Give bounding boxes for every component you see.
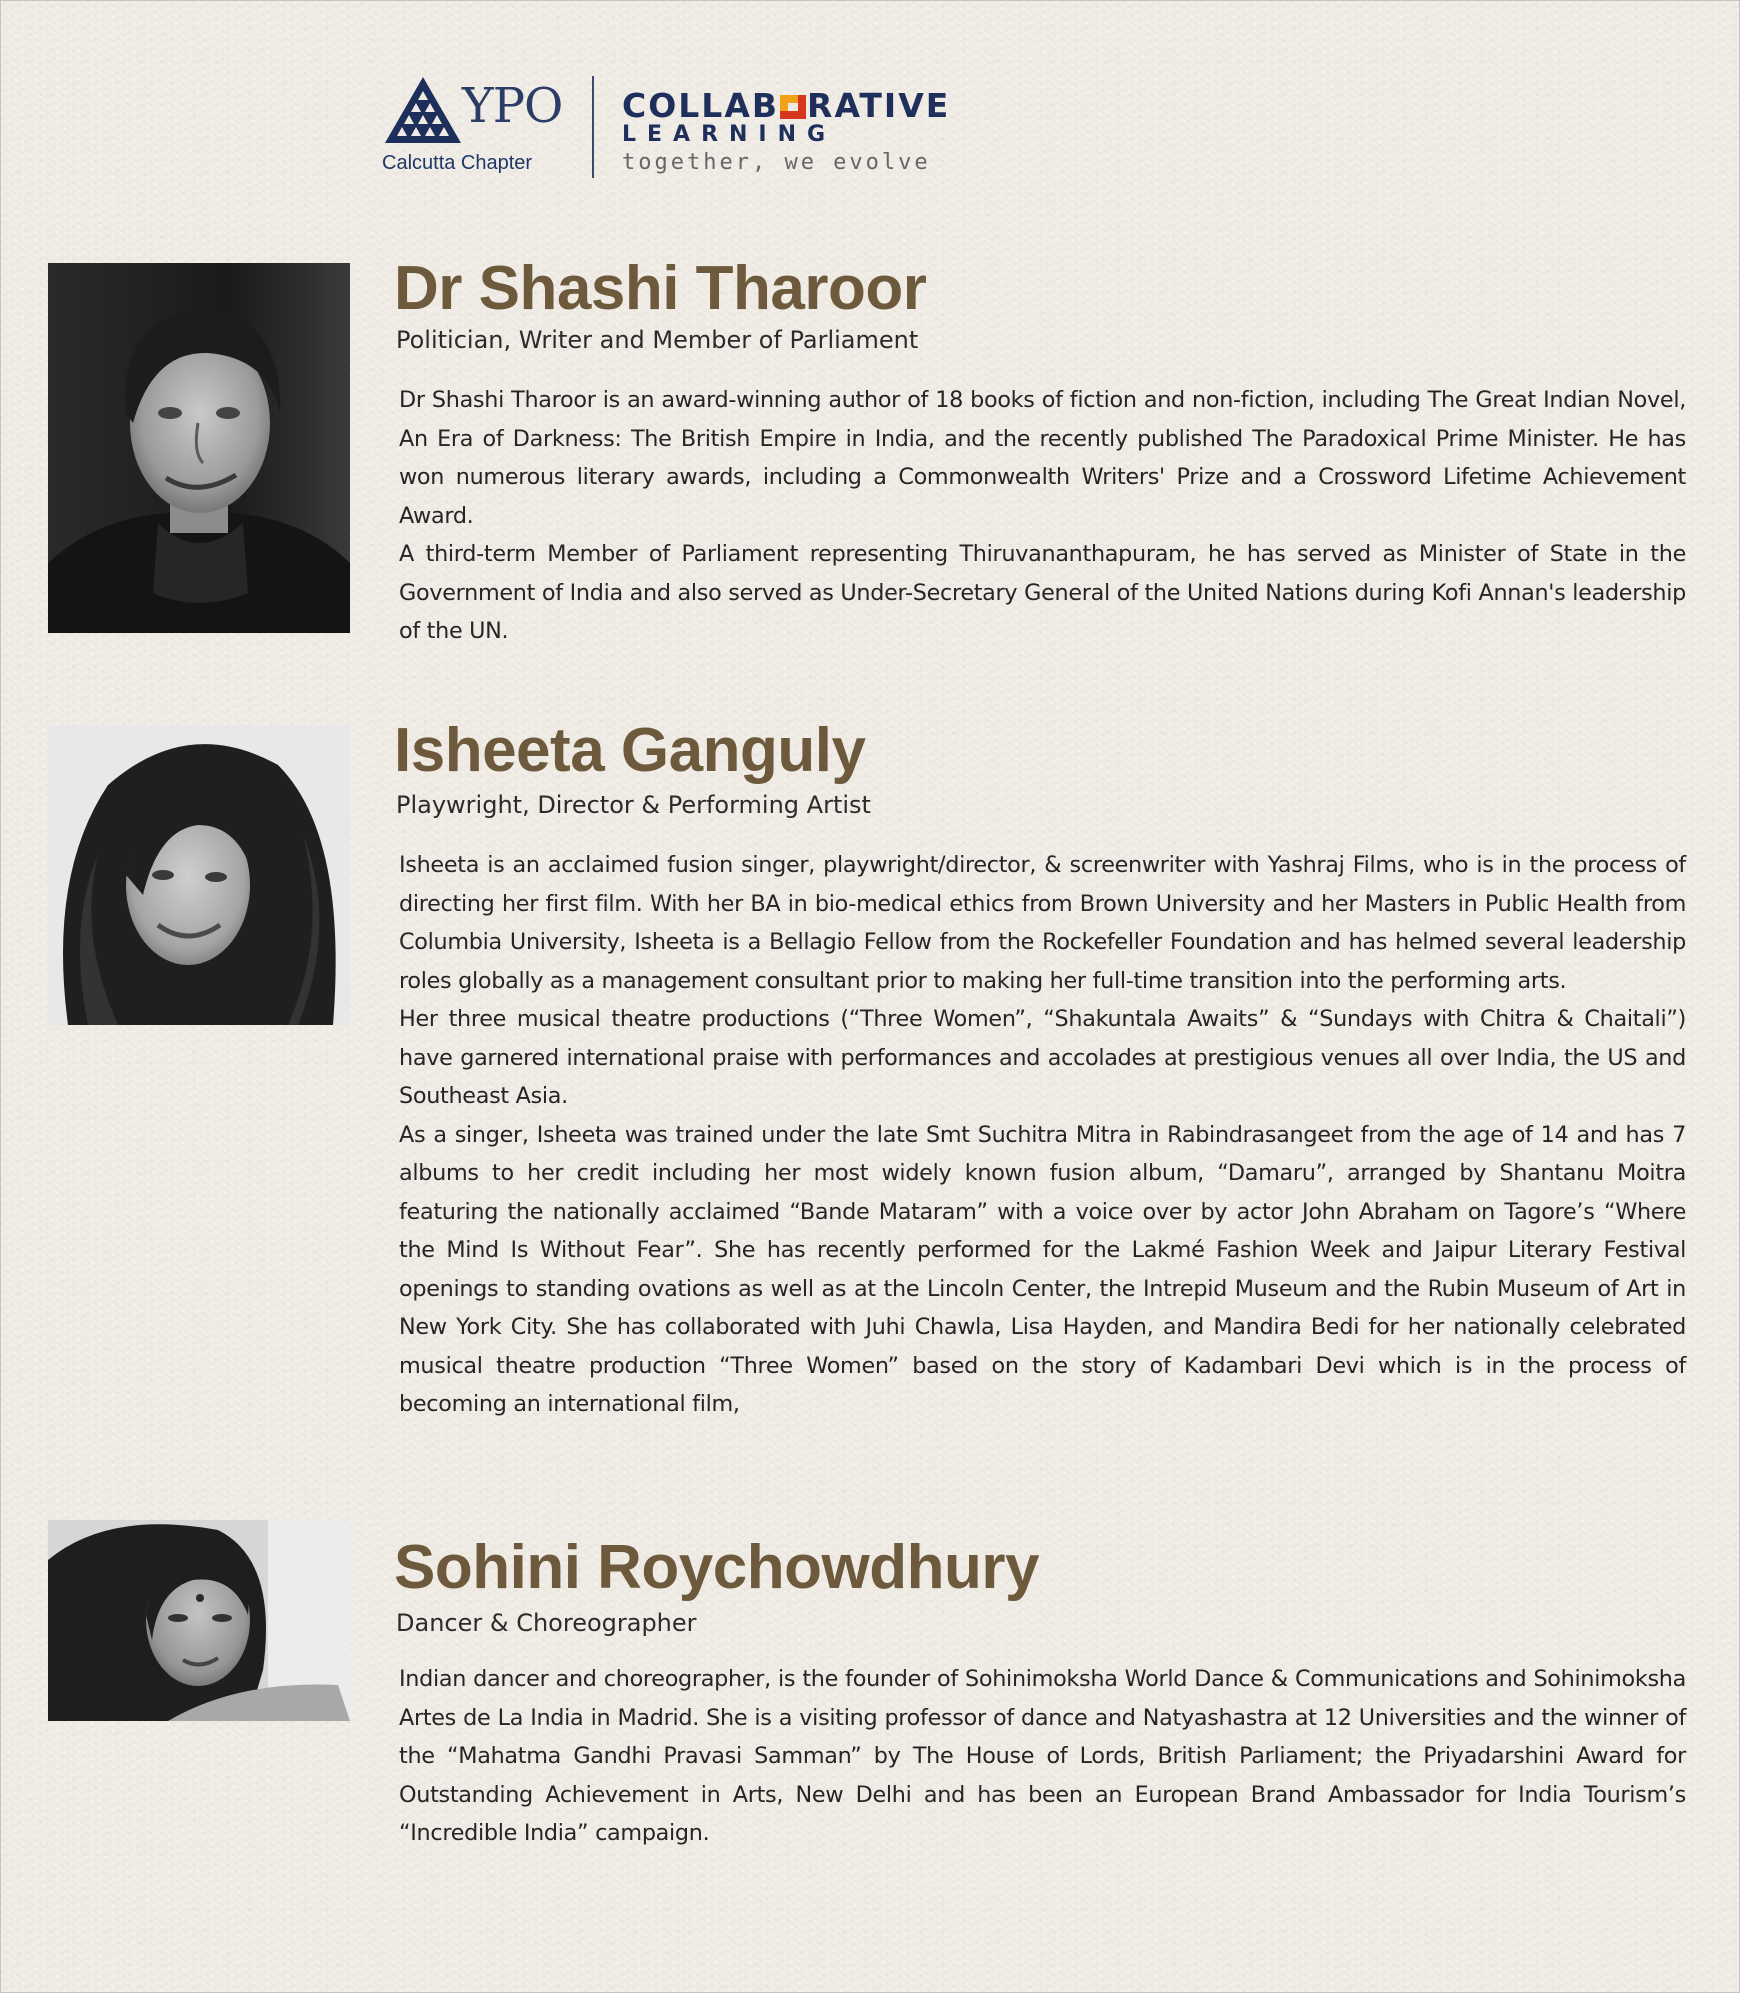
ypo-pyramid-icon bbox=[385, 77, 461, 143]
speaker-name: Isheeta Ganguly bbox=[394, 716, 866, 785]
bio-paragraph: Isheeta is an acclaimed fusion singer, playwright/director, & screenwriter with Yashraj Films, who is in the process of directing her first film. With her BA in bio-medical ethics from Brown University and her Masters in Public Health from Columbia University, Isheeta is a Bellagio Fellow from the Rockefeller Foundation and has helmed several leadership roles globally as a management consultant prior to making her full-time transition into the performing arts. bbox=[399, 852, 1686, 994]
collab-suffix: RATIVE bbox=[807, 86, 951, 125]
ypo-chapter-name: Calcutta Chapter bbox=[382, 152, 533, 174]
speaker-name: Dr Shashi Tharoor bbox=[394, 254, 927, 323]
bio-paragraph: Dr Shashi Tharoor is an award-winning author of 18 books of fiction and non-fiction, including The Great Indian Novel, An Era of Darkness: The British Empire in India, and the recently published The Paradoxical Prime Minister. He has won numerous literary awards, including a Commonwealth Writers' Prize and a Crossword Lifetime Achievement Award. bbox=[399, 387, 1686, 529]
collab-o-square-icon bbox=[780, 95, 806, 119]
speaker-role: Politician, Writer and Member of Parliament bbox=[396, 326, 919, 354]
speaker-bio bbox=[399, 381, 1686, 651]
collab-prefix: COLLAB bbox=[622, 86, 780, 125]
bio-paragraph: Her three musical theatre productions (“Three Women”, “Shakuntala Awaits” & “Sundays with Chitra & Chaitali”) have garnered international praise with performances and accolades at prestigious venues all over India, the US and Southeast Asia. bbox=[399, 1006, 1686, 1109]
bio-paragraph: A third-term Member of Parliament representing Thiruvananthapuram, he has served as Minister of State in the Government of India and also served as Under-Secretary General of the United Nations during Kofi Annan's leadership of the UN. bbox=[399, 541, 1686, 644]
collaborative-logo-text bbox=[622, 86, 950, 125]
speaker-photo bbox=[48, 1520, 350, 1721]
learning-logo-text: LEARNING bbox=[622, 122, 837, 147]
speaker-bio bbox=[399, 1660, 1686, 1853]
ypo-logo-text: YPO bbox=[462, 78, 563, 134]
bio-paragraph: As a singer, Isheeta was trained under the late Smt Suchitra Mitra in Rabindrasangeet from the age of 14 and has 7 albums to her credit including her most widely known fusion album, “Damaru”, arranged by Shantanu Moitra featuring the nationally acclaimed “Bande Mataram” with a voice over by actor John Abraham on Tagore’s “Where the Mind Is Without Fear”. She has recently performed for the Lakmé Fashion Week and Jaipur Literary Festival openings to standing ovations as well as at the Lincoln Center, the Intrepid Museum and the Rubin Museum of Art in New York City. She has collaborated with Juhi Chawla, Lisa Hayden, and Mandira Bedi for her nationally celebrated musical theatre production “Three Women” based on the story of Kadambari Devi which is in the process of becoming an international film, bbox=[399, 1121, 1686, 1417]
speaker-photo bbox=[48, 725, 350, 1025]
speaker-role: Playwright, Director & Performing Artist bbox=[396, 791, 871, 819]
speaker-role: Dancer & Choreographer bbox=[396, 1609, 697, 1637]
bio-paragraph: Indian dancer and choreographer, is the founder of Sohinimoksha World Dance & Communications and Sohinimoksha Artes de La India in Madrid. She is a visiting professor of dance and Natyashastra at 12 Universities and the winner of the “Mahatma Gandhi Pravasi Samman” by The House of Lords, British Parliament; the Priyadarshini Award for Outstanding Achievement in Arts, New Delhi and has been an European Brand Ambassador for India Tourism’s “Incredible India” campaign. bbox=[399, 1666, 1686, 1846]
header-divider bbox=[592, 76, 594, 178]
speaker-bio bbox=[399, 846, 1686, 1424]
collab-tagline: together, we evolve bbox=[622, 150, 931, 175]
speaker-name: Sohini Roychowdhury bbox=[394, 1533, 1039, 1602]
speaker-photo bbox=[48, 263, 350, 633]
